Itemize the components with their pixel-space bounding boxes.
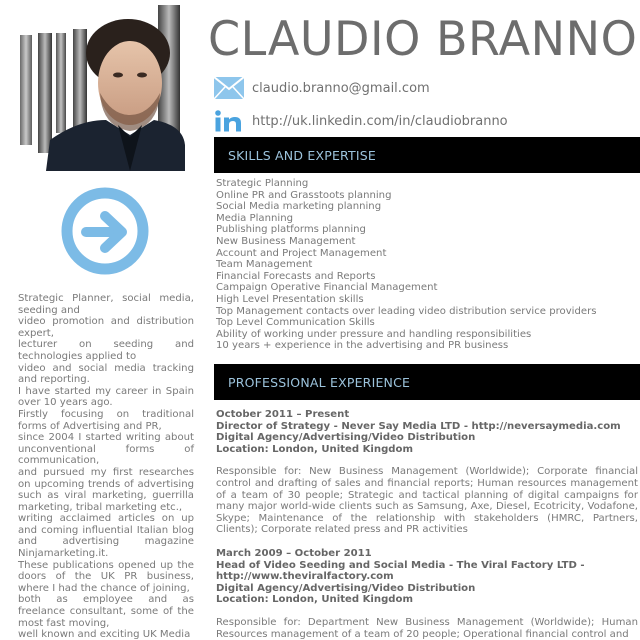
linkedin-row [214, 110, 508, 132]
skill-item: Top Level Communication Skills [216, 317, 375, 329]
job-location: Location: London, United Kingdom [216, 443, 413, 455]
job-url[interactable]: http://www.theviralfactory.com [216, 571, 394, 583]
bio-line: These publications opened up the doors of the UK PR business, where I had the chance of joining, [18, 559, 194, 594]
job-entry [216, 409, 638, 536]
bio-line: writing acclaimed articles on up and coming influential Italian blog and advertising magazine Ninjamarketing.it. [18, 513, 194, 560]
email-link[interactable]: claudio.branno@gmail.com [252, 80, 430, 96]
bio-line: well known and exciting UK Media [18, 629, 191, 640]
job-location: Location: London, United Kingdom [216, 594, 413, 606]
arrow-right-circle-icon[interactable] [60, 186, 150, 276]
skills-section-header [214, 137, 640, 173]
skill-item: High Level Presentation skills [216, 293, 364, 305]
bio-line: both as employee and as freelance consultant, some of the most fast moving, [18, 594, 194, 629]
envelope-icon [214, 77, 244, 99]
job-dates: March 2009 – October 2011 [216, 548, 372, 559]
bio-text [18, 293, 194, 640]
job-entry [216, 548, 638, 640]
skill-item: Account and Project Management [216, 247, 387, 259]
skill-item: Online PR and Grasstoots planning [216, 189, 392, 201]
job-role: Director of Strategy - Never Say Media LTD - http://neversaymedia.com [216, 420, 621, 432]
job-industry: Digital Agency/Advertising/Video Distribution [216, 432, 476, 444]
bio-line: video promotion and distribution expert, [18, 316, 194, 339]
bio-line: and pursued my first researches on upcoming trends of advertising such as viral marketing, guerrilla marketing, tribal marketing etc., [18, 466, 194, 513]
job-industry: Digital Agency/Advertising/Video Distribution [216, 582, 476, 594]
bio-line: lecturer on seeding and technologies applied to [18, 339, 194, 362]
skill-item: Financial Forecasts and Reports [216, 270, 376, 282]
bio-line: Firstly focusing on traditional forms of Advertising and PR, [18, 408, 194, 432]
email-row [214, 77, 430, 99]
skill-item: 10 years + experience in the advertising and PR business [216, 340, 509, 352]
experience-section-header [214, 364, 640, 400]
profile-photo [18, 5, 185, 171]
job-role: Head of Video Seeding and Social Media - The Viral Factory LTD - [216, 559, 585, 571]
skill-item: Ability of working under pressure and handling responsibilities [216, 328, 532, 340]
linkedin-icon [214, 110, 244, 132]
skill-item: Campaign Operative Financial Management [216, 282, 438, 294]
skill-item: Top Management contacts over leading video distribution service providers [216, 305, 597, 317]
bio-line: since 2004 I started writing about unconventional forms of communication, [18, 432, 194, 467]
skill-item: Strategic Planning [216, 178, 309, 189]
linkedin-link[interactable]: http://uk.linkedin.com/in/claudiobranno [252, 113, 508, 129]
experience-title: PROFESSIONAL EXPERIENCE [228, 374, 411, 390]
job-header [216, 548, 638, 606]
bio-line: video and social media tracking and reporting. [18, 362, 194, 386]
skill-item: Team Management [216, 259, 313, 271]
skill-item: Social Media marketing planning [216, 201, 382, 213]
skills-list [216, 178, 636, 352]
job-dates: October 2011 – Present [216, 409, 350, 420]
candidate-name [208, 10, 640, 70]
bio-line: Strategic Planner, social media, seeding and [18, 293, 194, 316]
skills-title: SKILLS AND EXPERTISE [228, 147, 376, 163]
skill-item: Media Planning [216, 212, 294, 224]
skill-item: Publishing platforms planning [216, 224, 366, 236]
skill-item: New Business Management [216, 235, 356, 247]
candidate-name-text: CLAUDIO BRANNO [208, 12, 638, 67]
job-description: Responsible for: Department New Business Management (Worldwide); Human Resources management of a team of 20 people; Operational financial control and [216, 616, 638, 640]
job-header [216, 409, 638, 455]
job-description: Responsible for: New Business Management (Worldwide); Corporate financial control and drafting of sales and financial reports; Human resources management of a team of 30 people; Strategic and tactical planning of digital campaigns for many major world-wide clients such as Samsung, Axe, Diesel, Ecotricity, Vodafone, Skype; Maintenance of the relationship with stakeholders (HMRC, Partners, Clients); Corporate related press and PR activities [216, 466, 638, 536]
bio-line: I have started my career in Spain over 10 years ago. [18, 385, 194, 409]
